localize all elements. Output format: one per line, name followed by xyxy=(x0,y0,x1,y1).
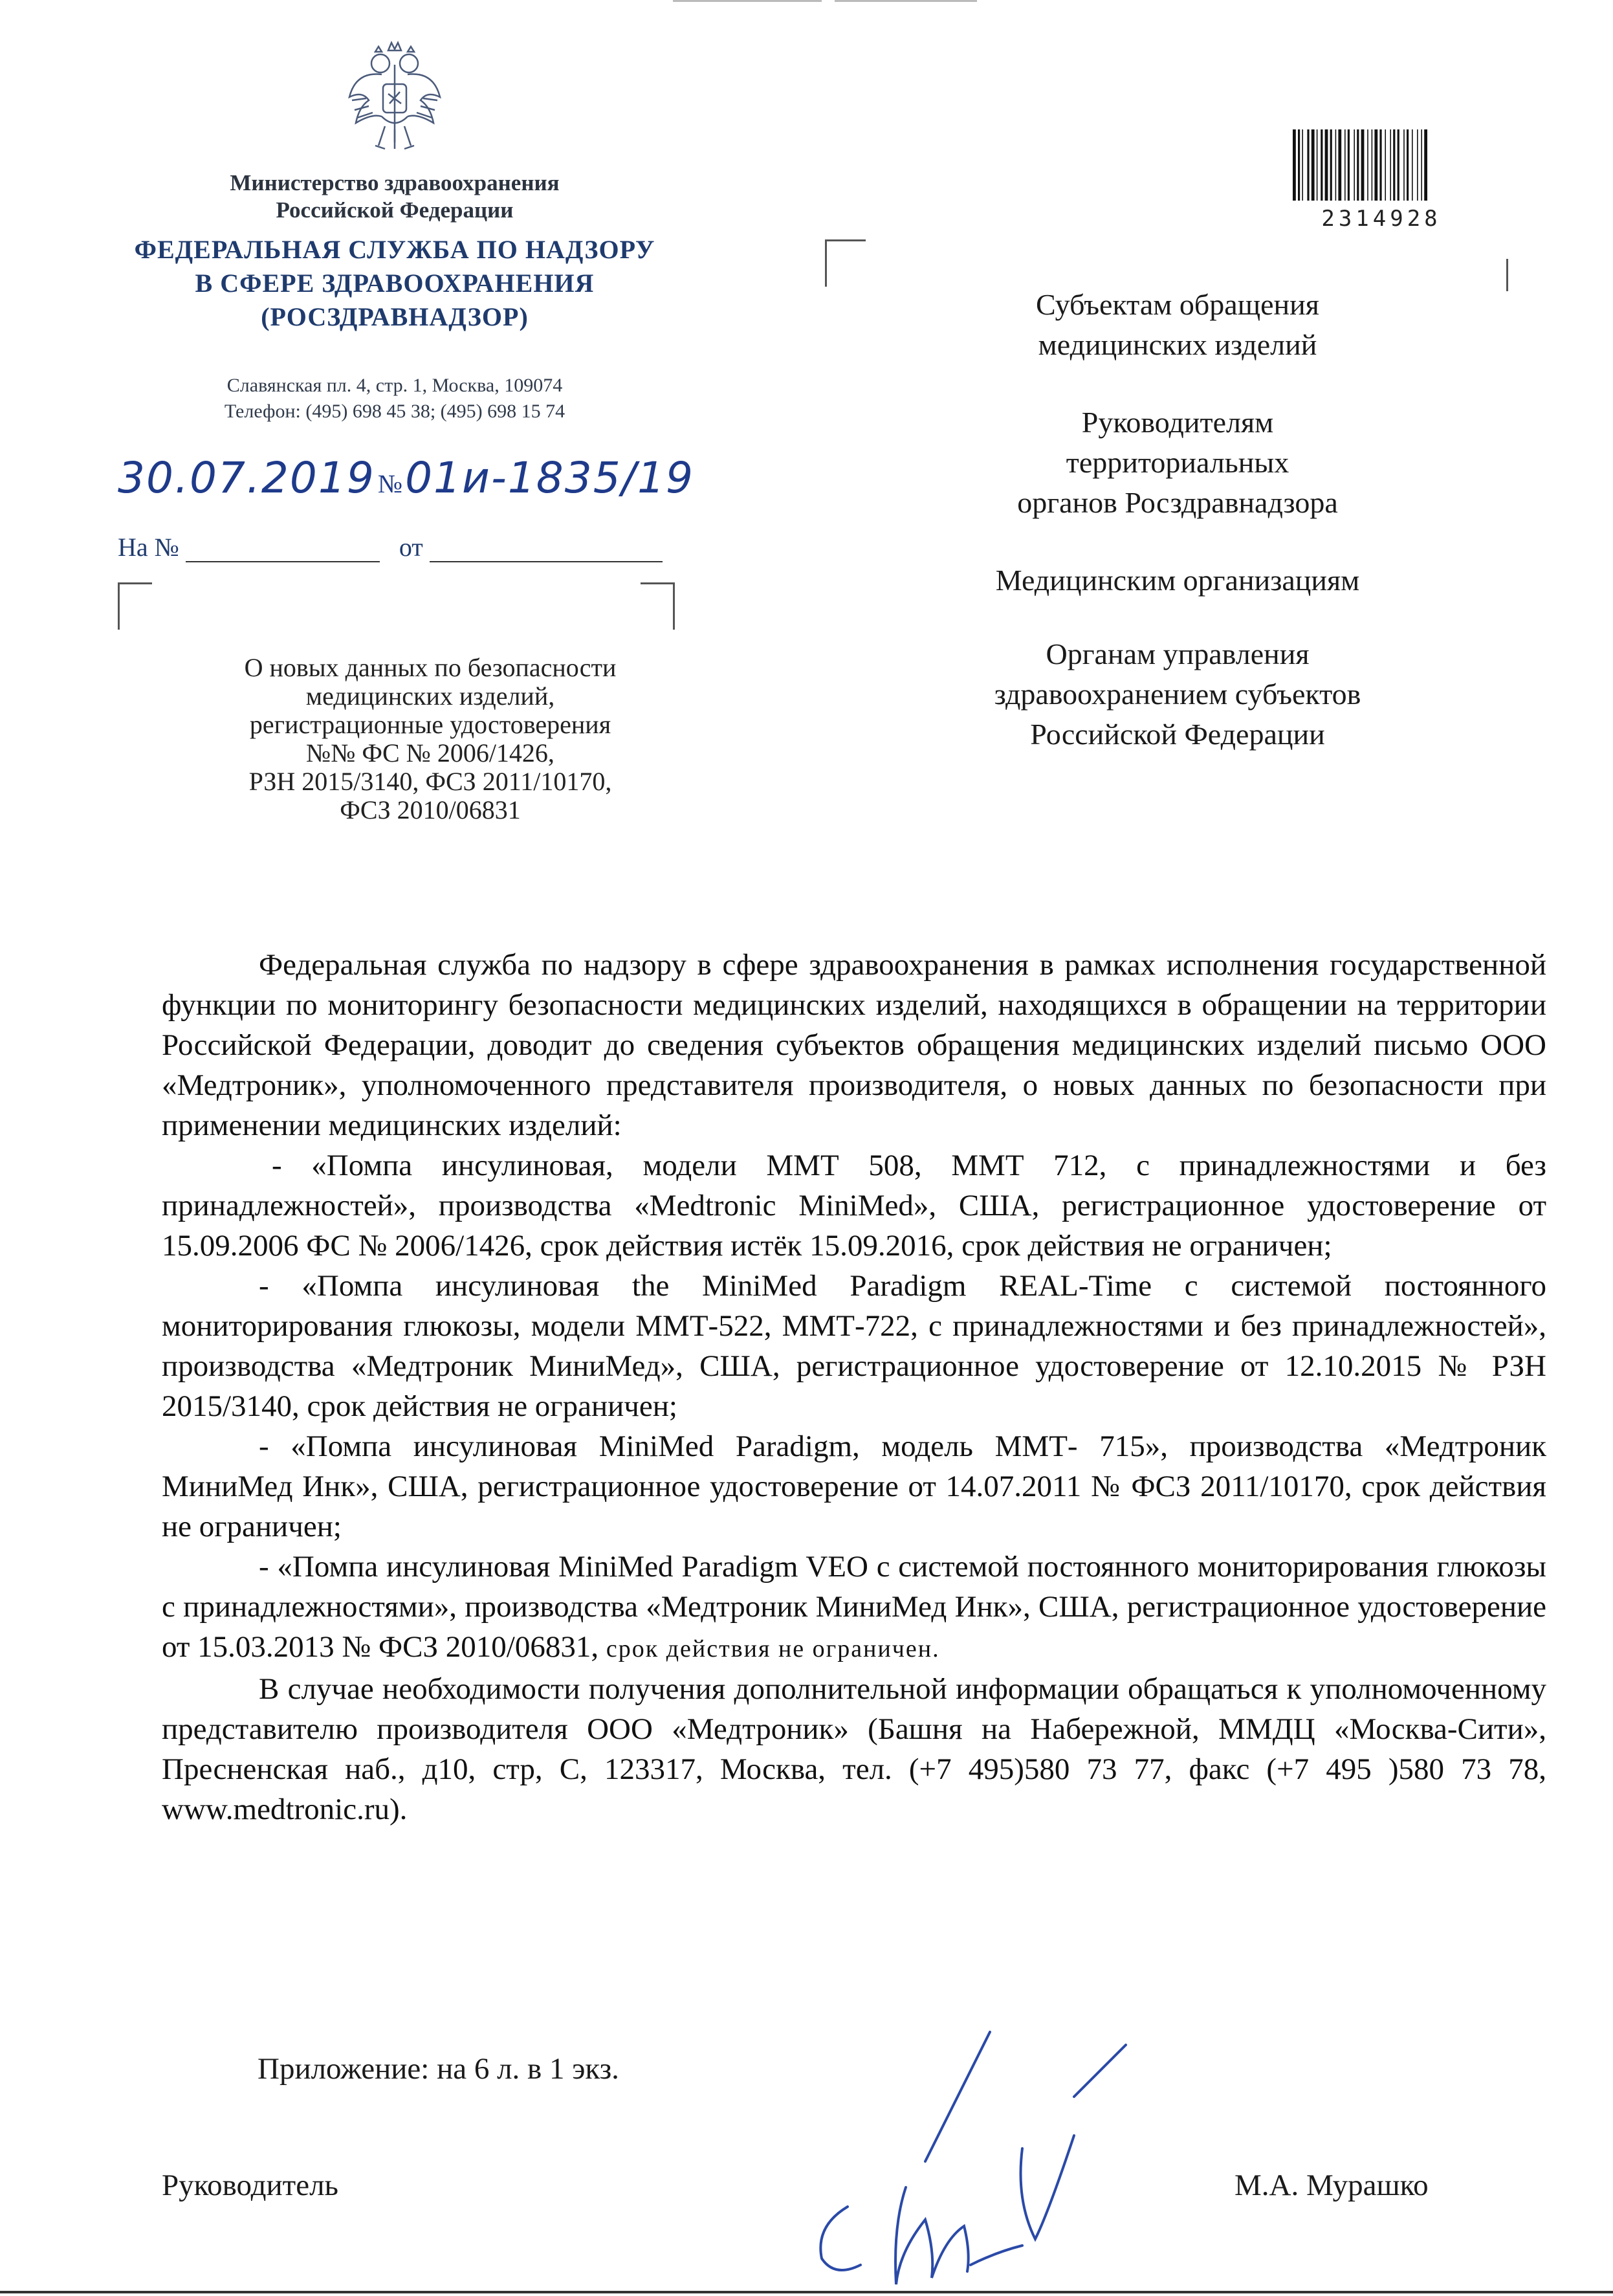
addressee-line: органов Росздравнадзора xyxy=(1017,486,1338,519)
barcode-bar xyxy=(1330,129,1332,201)
barcode-bar xyxy=(1385,129,1386,201)
addressee-line: Руководителям xyxy=(1081,406,1274,439)
corner-mark xyxy=(825,239,866,287)
subject-line: О новых данных по безопасности xyxy=(244,653,617,682)
barcode-bar xyxy=(1424,129,1427,201)
barcode-bar xyxy=(1390,129,1391,201)
addressee-line: Органам управления xyxy=(1046,637,1310,670)
registration-line xyxy=(118,453,765,524)
device-item xyxy=(162,1547,1546,1669)
ministry-line: Российской Федерации xyxy=(276,197,514,223)
addressee-line: здравоохранением субъектов xyxy=(994,678,1361,711)
service-name xyxy=(97,233,692,334)
barcode-bar xyxy=(1374,129,1377,201)
device-item: - «Помпа инсулиновая MiniMed Paradigm, модель ММТ- 715», производства «Медтроник МиниМед Инк», США, регистрационное удостоверение от 14.07.2011 № ФСЗ 2011/10170, срок действия не ограничен; xyxy=(162,1429,1546,1543)
on-no-blank xyxy=(186,531,380,562)
barcode-icon xyxy=(1286,129,1480,214)
barcode-bar xyxy=(1412,129,1413,201)
barcode-bar xyxy=(1372,129,1373,201)
letter-body xyxy=(162,945,1546,1829)
barcode-bar xyxy=(1348,129,1350,201)
barcode-bar xyxy=(1344,129,1346,201)
barcode-bar xyxy=(1407,129,1409,201)
barcode-bar xyxy=(1417,129,1418,201)
scan-edge-mark xyxy=(835,0,977,2)
barcode-bar xyxy=(1307,129,1309,201)
barcode-bar xyxy=(1338,129,1341,201)
barcode-bar xyxy=(1321,129,1322,201)
contact-paragraph: В случае необходимости получения дополнительной информации обращаться к уполномоченному представителю производителя ООО «Медтроник» (Башня на Набережной, ММДЦ «Москва-Сити», Пресненская наб., д10, стр, С, 123317, Москва, тел. (+7 495)580 73 77, факс (+7 495 )580 73 78, www.medtronic.ru). xyxy=(162,1672,1546,1826)
barcode-bar xyxy=(1379,129,1381,201)
subject-line: ФСЗ 2010/06831 xyxy=(340,795,521,824)
addressee-line: Российской Федерации xyxy=(1030,718,1325,751)
barcode-number: 2314928 xyxy=(1321,206,1442,232)
subject-line: РЗН 2015/3140, ФСЗ 2011/10170, xyxy=(248,767,612,796)
signer-name: М.А. Мурашко xyxy=(1234,2169,1429,2202)
barcode-bar xyxy=(1335,129,1337,201)
barcode-bar xyxy=(1311,129,1315,201)
corner-mark xyxy=(641,582,675,630)
barcode-bar xyxy=(1293,129,1296,201)
addressee-line: территориальных xyxy=(1066,446,1289,479)
subject-line: медицинских изделий, xyxy=(305,681,555,711)
service-line: (РОСЗДРАВНАДЗОР) xyxy=(261,302,529,331)
scan-edge-mark xyxy=(673,0,822,2)
service-line: В СФЕРЕ ЗДРАВООХРАНЕНИЯ xyxy=(195,269,595,298)
attachment-note: Приложение: на 6 л. в 1 экз. xyxy=(258,2052,619,2086)
addressee-line: Медицинским организациям xyxy=(995,564,1360,597)
addressee-block xyxy=(854,403,1501,523)
address-line: Славянская пл. 4, стр. 1, Москва, 109074 xyxy=(226,375,563,396)
barcode-bar xyxy=(1367,129,1368,201)
ministry-name xyxy=(155,170,634,224)
barcode-bar xyxy=(1298,129,1300,201)
reply-reference-line xyxy=(118,531,700,562)
from-label: от xyxy=(399,533,423,562)
barcode-bar xyxy=(1325,129,1328,201)
barcode-bar xyxy=(1357,129,1359,201)
corner-mark xyxy=(118,582,152,630)
number-sign: № xyxy=(377,469,403,498)
barcode-bar xyxy=(1317,129,1318,201)
barcode-bar xyxy=(1393,129,1395,201)
addressee-line: медицинских изделий xyxy=(1038,328,1317,361)
barcode-bar xyxy=(1361,129,1365,201)
service-line: ФЕДЕРАЛЬНАЯ СЛУЖБА ПО НАДЗОРУ xyxy=(134,235,655,264)
russian-coat-of-arms-icon xyxy=(343,39,446,155)
body-paragraph: Федеральная служба по надзору в сфере здравоохранения в рамках исполнения государственной функции по мониторингу безопасности медицинских изделий, находящихся в обращении на территории Российской Федерации, доводит до сведения субъектов обращения медицинских изделий письмо ООО «Медтроник», уполномоченного представителя производителя, о новых данных по безопасности при применении медицинских изделий: xyxy=(162,948,1546,1142)
from-blank xyxy=(430,531,663,562)
subject-line: №№ ФС № 2006/1426, xyxy=(306,738,554,767)
addressee-block xyxy=(854,285,1501,365)
barcode-bar xyxy=(1421,129,1422,201)
addressee-line: Субъектам обращения xyxy=(1036,288,1319,321)
device-item-text: - «Помпа инсулиновая MiniMed Paradigm VEO с системой постоянного мониторирования глюкозы с принадлежностями», производства «Медтроник МиниМед Инк», США, регистрационное удостоверение от 15.03.2013 № ФСЗ 2010/06831, xyxy=(162,1550,1546,1664)
subject-line: регистрационные удостоверения xyxy=(249,710,611,739)
corner-mark xyxy=(1506,259,1508,291)
service-address xyxy=(129,373,660,425)
device-item: - «Помпа инсулиновая, модели ММТ 508, ММТ 712, с принадлежностями и без принадлежностей», производства «Medtronic MiniMed», США, регистрационное удостоверение от 15.09.2006 ФС № 2006/1426, срок действия истёк 15.09.2016, срок действия не ограничен; xyxy=(162,1149,1546,1263)
handwritten-reg-number: 01и-1835/19 xyxy=(405,453,694,503)
barcode-bar xyxy=(1403,129,1405,201)
addressee-block xyxy=(854,560,1501,601)
addressee-block xyxy=(854,634,1501,755)
barcode-bar xyxy=(1398,129,1399,201)
barcode-bar xyxy=(1354,129,1355,201)
device-item: - «Помпа инсулиновая the MiniMed Paradigm REAL-Time с системой постоянного мониторирования глюкозы, модели ММТ-522, ММТ-722, с принадлежностями и без принадлежностей», производства «Медтроник МиниМед», США, регистрационное удостоверение от 12.10.2015 № РЗН 2015/3140, срок действия не ограничен; xyxy=(162,1269,1546,1423)
handwritten-signature xyxy=(776,2006,1178,2291)
handwritten-date: 30.07.2019 xyxy=(118,453,375,503)
device-item-tail: срок действия не ограничен. xyxy=(606,1635,940,1662)
signer-position: Руководитель xyxy=(162,2169,338,2202)
letter-subject xyxy=(155,654,705,824)
on-no-label: На № xyxy=(118,533,179,562)
ministry-line: Министерство здравоохранения xyxy=(230,170,560,195)
barcode-bar xyxy=(1302,129,1303,201)
address-line: Телефон: (495) 698 45 38; (495) 698 15 74 xyxy=(224,401,565,422)
scan-edge-mark xyxy=(0,2291,1613,2293)
